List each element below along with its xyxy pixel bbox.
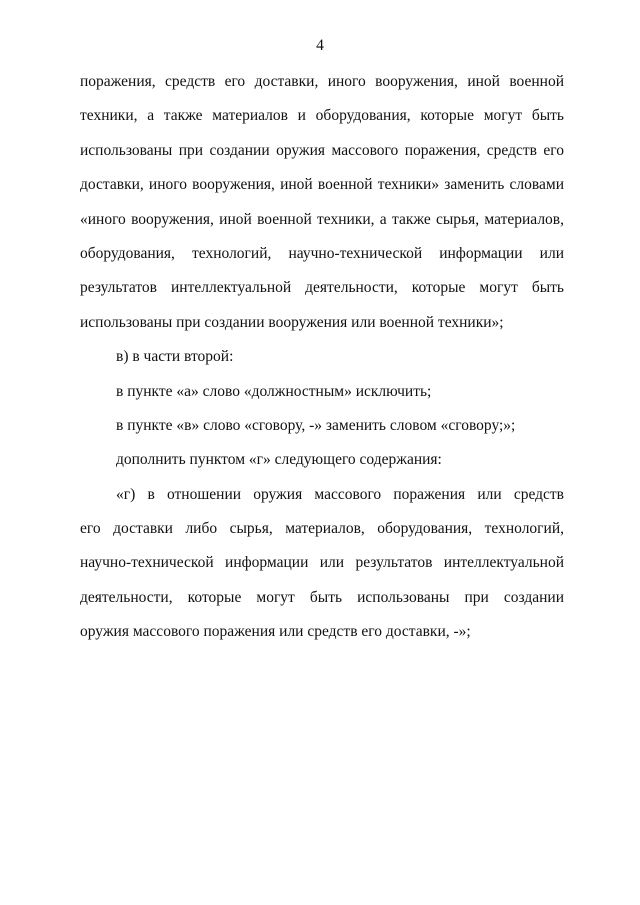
text-line: «г) в отношении оружия массового поражения или средств: [116, 485, 564, 503]
text-line: деятельности, которые могут быть использованы при создании: [80, 588, 564, 606]
text-line: поражения, средств его доставки, иного вооружения, иной военной: [80, 73, 564, 90]
text-line: оборудования, технологий, научно-технической информации или: [80, 244, 564, 262]
text-line: научно-технической информации или результатов интеллектуальной: [80, 554, 564, 572]
text-line: оружия массового поражения или средств его доставки, -»;: [80, 623, 471, 641]
document-body: [80, 72, 564, 657]
text-line: дополнить пунктом «г» следующего содержания:: [116, 451, 442, 469]
text-line: в пункте «а» слово «должностным» исключить;: [116, 382, 432, 400]
text-line: доставки, иного вооружения, иной военной техники» заменить словами: [80, 176, 564, 194]
text-line: использованы при создании вооружения или военной техники»;: [80, 313, 504, 331]
text-line: использованы при создании оружия массового поражения, средств его: [80, 141, 564, 159]
text-line: его доставки либо сырья, материалов, оборудования, технологий,: [80, 520, 564, 538]
text-line: техники, а также материалов и оборудования, которые могут быть: [80, 107, 564, 125]
text-line: в) в части второй:: [116, 348, 234, 366]
page-number: 4: [316, 37, 324, 54]
text-line: результатов интеллектуальной деятельности, которые могут быть: [80, 279, 564, 297]
text-line: в пункте «в» слово «сговору, -» заменить словом «сговору;»;: [116, 416, 516, 434]
text-line: «иного вооружения, иной военной техники, а также сырья, материалов,: [80, 210, 564, 228]
